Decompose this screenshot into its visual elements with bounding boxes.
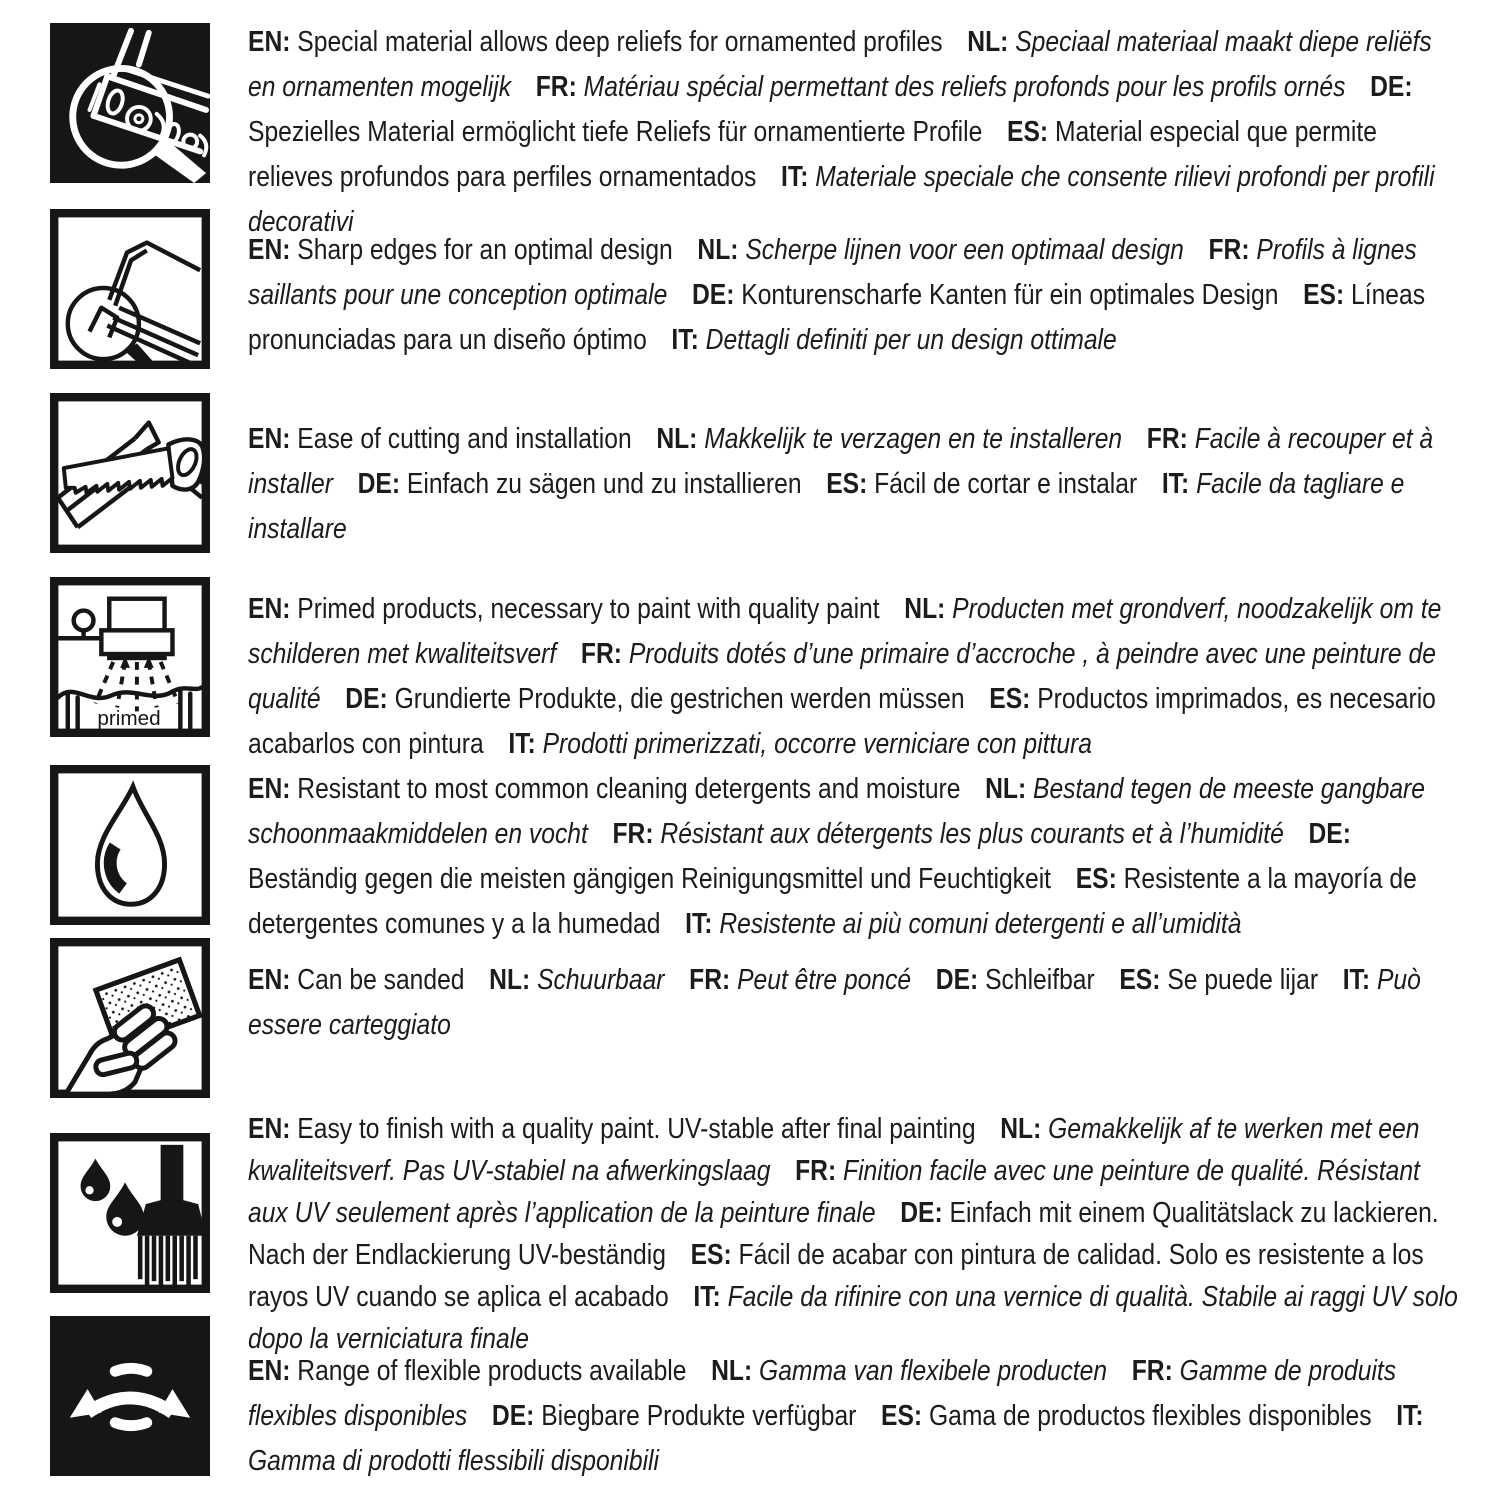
lang-label-fr: FR: <box>535 71 584 103</box>
feature-text-it: Materiale speciale che consente rilievi profondi per profili decorativi <box>248 161 1435 238</box>
feature-text-nl: Bestand tegen de meeste gangbare schoonmaakmiddelen en vocht <box>248 773 1425 850</box>
sharp-edges-magnifier-icon <box>50 209 210 369</box>
feature-text-de: Grundierte Produkte, die gestrichen werden müssen <box>394 683 965 715</box>
lang-label-fr: FR: <box>612 818 661 850</box>
feature-text-fr: Finition facile avec une peinture de qualité. Résistant aux UV seulement après l’application de la peinture finale <box>248 1155 1420 1229</box>
lang-label-nl: NL: <box>697 234 746 266</box>
lang-label-en: EN: <box>248 773 298 805</box>
lang-label-nl: NL: <box>985 773 1034 805</box>
lang-label-en: EN: <box>248 1355 298 1387</box>
feature-text-en: Resistant to most common cleaning detergents and moisture <box>297 773 961 805</box>
lang-label-it: IT: <box>693 1281 728 1313</box>
lang-label-fr: FR: <box>689 964 738 996</box>
lang-label-es: ES: <box>826 468 875 500</box>
feature-text-nl: Schuurbaar <box>537 964 665 996</box>
feature-text-es: Fácil de acabar con pintura de calidad. Solo es resistente a los rayos UV cuando se aplica el acabado <box>248 1239 1424 1313</box>
feature-text-nl: Makkelijk te verzagen en te installeren <box>704 423 1123 455</box>
feature-text-nl: Producten met grondverf, noodzakelijk om te schilderen met kwaliteitsverf <box>248 593 1442 670</box>
feature-text-es: Líneas pronunciadas para un diseño óptimo <box>248 279 1426 356</box>
lang-label-it: IT: <box>781 161 816 193</box>
lang-label-es: ES: <box>690 1239 739 1271</box>
feature-text-it: Prodotti primerizzati, occorre verniciare con pittura <box>542 728 1092 760</box>
feature-text-fr: Profils à lignes saillants pour une conception optimale <box>248 234 1417 311</box>
lang-label-nl: NL: <box>1000 1113 1049 1145</box>
lang-label-fr: FR: <box>1208 234 1257 266</box>
lang-label-it: IT: <box>671 324 706 356</box>
lang-label-fr: FR: <box>795 1155 844 1187</box>
sanding-hand-icon <box>50 938 210 1098</box>
lang-label-es: ES: <box>1006 116 1055 148</box>
feature-text-nl: Gemakkelijk af te werken met een kwaliteitsverf. Pas UV-stabiel na afwerkingslaag <box>248 1113 1420 1187</box>
lang-label-it: IT: <box>508 728 543 760</box>
lang-label-fr: FR: <box>580 638 629 670</box>
lang-label-it: IT: <box>1396 1400 1424 1432</box>
feature-text-it: Resistente ai più comuni detergenti e all’umidità <box>719 908 1242 940</box>
feature-text-es: Productos imprimados, es necesario acabarlos con pintura <box>248 683 1436 760</box>
lang-label-fr: FR: <box>1131 1355 1180 1387</box>
lang-label-es: ES: <box>1119 964 1168 996</box>
lang-label-de: DE: <box>691 279 742 311</box>
feature-text-es: Se puede lijar <box>1167 964 1319 996</box>
water-droplet-icon <box>50 765 210 925</box>
lang-label-nl: NL: <box>904 593 953 625</box>
feature-text-cutting <box>248 417 1465 552</box>
feature-text-en: Range of flexible products available <box>297 1355 687 1387</box>
lang-label-it: IT: <box>1161 468 1197 500</box>
lang-label-en: EN: <box>248 26 298 58</box>
feature-text-sanded <box>248 958 1465 1048</box>
lang-label-nl: NL: <box>711 1355 760 1387</box>
lang-label-de: DE: <box>491 1400 542 1432</box>
feature-text-fr: Matériau spécial permettant des reliefs profonds pour les profils ornés <box>583 71 1346 103</box>
lang-label-fr: FR: <box>1146 423 1195 455</box>
feature-text-fr: Facile à recouper et à installer <box>248 423 1434 500</box>
lang-label-de: DE: <box>345 683 395 715</box>
feature-text-es: Fácil de cortar e instalar <box>874 468 1138 500</box>
lang-label-nl: NL: <box>656 423 705 455</box>
feature-text-it: Gamma di prodotti flessibili disponibili <box>248 1445 660 1477</box>
flexible-arrow-icon <box>50 1316 210 1476</box>
lang-label-de: DE: <box>900 1197 950 1229</box>
primer-spray-icon <box>50 577 210 737</box>
lang-label-es: ES: <box>1303 279 1352 311</box>
feature-text-fr: Peut être poncé <box>737 964 912 996</box>
feature-text-finish <box>248 1108 1465 1360</box>
feature-text-fr: Gamme de produits flexibles disponibles <box>248 1355 1397 1432</box>
feature-text-de: Konturenscharfe Kanten für ein optimales Design <box>741 279 1279 311</box>
lang-label-es: ES: <box>1075 863 1124 895</box>
feature-text-it: Facile da rifinire con una vernice di qualità. Stabile ai raggi UV solo dopo la verniciatura finale <box>248 1281 1458 1355</box>
lang-label-de: DE: <box>1308 818 1351 850</box>
feature-text-en: Sharp edges for an optimal design <box>297 234 673 266</box>
lang-label-en: EN: <box>248 423 298 455</box>
feature-text-it: Può essere carteggiato <box>248 964 1421 1041</box>
saw-cutting-icon <box>50 393 210 553</box>
feature-text-nl: Scherpe lijnen voor een optimaal design <box>745 234 1184 266</box>
feature-text-en: Easy to finish with a quality paint. UV-stable after final painting <box>297 1113 976 1145</box>
feature-text-it: Facile da tagliare e installare <box>248 468 1405 545</box>
feature-text-en: Can be sanded <box>297 964 465 996</box>
lang-label-nl: NL: <box>967 26 1016 58</box>
feature-text-de: Beständig gegen die meisten gängigen Reinigungsmittel und Feuchtigkeit <box>248 863 1052 895</box>
feature-text-sharp-edges <box>248 228 1465 363</box>
feature-text-en: Primed products, necessary to paint with quality paint <box>297 593 880 625</box>
feature-text-fr: Produits dotés d’une primaire d’accroche , à peindre avec une peinture de qualité <box>248 638 1436 715</box>
feature-text-de: Schleifbar <box>985 964 1095 996</box>
primed-label: primed <box>97 707 161 731</box>
feature-text-en: Special material allows deep reliefs for ornamented profiles <box>297 26 943 58</box>
feature-text-es: Material especial que permite relieves profundos para perfiles ornamentados <box>248 116 1377 193</box>
feature-text-nl: Gamma van flexibele producten <box>759 1355 1108 1387</box>
feature-text-flexible <box>248 1349 1465 1484</box>
feature-text-it: Dettagli definiti per un design ottimale <box>705 324 1117 356</box>
feature-text-deep-reliefs <box>248 20 1465 245</box>
feature-text-de: Spezielles Material ermöglicht tiefe Reliefs für ornamentierte Profile <box>248 116 983 148</box>
feature-text-primed <box>248 587 1465 767</box>
feature-text-es: Resistente a la mayoría de detergentes comunes y a la humedad <box>248 863 1417 940</box>
feature-text-es: Gama de productos flexibles disponibles <box>928 1400 1372 1432</box>
feature-text-de: Einfach mit einem Qualitätslack zu lackieren. Nach der Endlackierung UV-beständig <box>248 1197 1439 1271</box>
paint-brush-drops-icon <box>50 1133 210 1293</box>
lang-label-es: ES: <box>881 1400 929 1432</box>
lang-label-de: DE: <box>357 468 407 500</box>
lang-label-en: EN: <box>248 1113 298 1145</box>
lang-label-en: EN: <box>248 964 298 996</box>
feature-text-fr: Résistant aux détergents les plus courants et à l’humidité <box>660 818 1284 850</box>
deep-relief-magnifier-icon <box>50 23 210 183</box>
feature-text-de: Einfach zu sägen und zu installieren <box>406 468 802 500</box>
lang-label-it: IT: <box>685 908 720 940</box>
lang-label-en: EN: <box>248 593 298 625</box>
feature-text-de: Biegbare Produkte verfügbar <box>541 1400 857 1432</box>
lang-label-de: DE: <box>1370 71 1413 103</box>
lang-label-nl: NL: <box>489 964 538 996</box>
lang-label-de: DE: <box>935 964 986 996</box>
lang-label-it: IT: <box>1342 964 1377 996</box>
feature-text-en: Ease of cutting and installation <box>297 423 632 455</box>
feature-text-nl: Speciaal materiaal maakt diepe reliëfs en ornamenten mogelijk <box>248 26 1432 103</box>
lang-label-es: ES: <box>989 683 1038 715</box>
lang-label-en: EN: <box>248 234 298 266</box>
feature-text-moisture <box>248 767 1465 947</box>
